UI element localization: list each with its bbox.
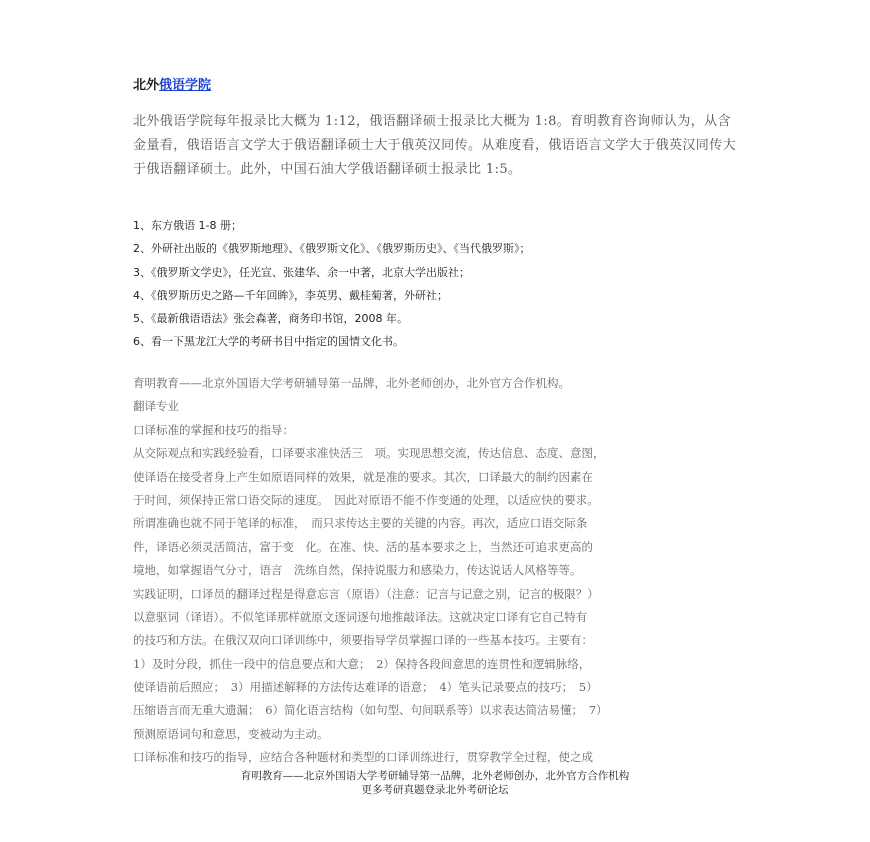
reading-list <box>133 214 743 354</box>
body-line: 口译标准和技巧的指导，应结合各种题材和类型的口译训练进行，贯穿教学全过程，使之成 <box>133 750 593 765</box>
list-item: 6、看一下黑龙江大学的考研书目中指定的国情文化书。 <box>133 335 404 349</box>
body-line: 件，译语必须灵活简洁，富于变 化。在准、快、活的基本要求之上，当然还可追求更高的 <box>133 539 593 554</box>
list-item: 4、《俄罗斯历史之路—千年回眸》，李英男、戴桂菊著，外研社； <box>133 288 448 302</box>
body-line: 使译语在接受者身上产生如原语同样的效果，就是准的要求。其次，口译最大的制约因素在 <box>133 469 593 484</box>
body-line: 的技巧和方法。在俄汉双向口译训练中，须要指导学员掌握口译的一些基本技巧。主要有： <box>133 633 593 648</box>
body-line: 使译语前后照应； 3）用描述解释的方法传达难译的语意； 4）笔头记录要点的技巧； 5） <box>133 680 598 695</box>
body-line: 所谓准确也就不同于笔译的标准， 而只求传达主要的关键的内容。再次，适应口语交际条 <box>133 516 588 531</box>
body-line: 翻译专业 <box>133 399 179 414</box>
footer-line-1: 育明教育——北京外国语大学考研辅导第一品牌，北外老师创办，北外官方合作机构 <box>240 770 630 782</box>
body-line: 以意驱词（译语）。不似笔译那样就原文逐词逐句地推敲译法。这就决定口译有它自己特有 <box>133 609 588 624</box>
heading-prefix: 北外 <box>133 78 160 93</box>
list-item: 2、外研社出版的《俄罗斯地理》、《俄罗斯文化》、《俄罗斯历史》、《当代俄罗斯》； <box>133 242 531 256</box>
heading-link[interactable]: 俄语学院 <box>159 78 212 93</box>
body-line: 实践证明，口译员的翻译过程是得意忘言（原语）（注意：记言与记意之别，记言的极限？） <box>133 586 599 601</box>
body-line: 于时间，须保持正常口语交际的速度。 因此对原语不能不作变通的处理，以适应快的要求。 <box>133 492 599 507</box>
body-line: 1）及时分段，抓住一段中的信息要点和大意； 2）保持各段间意思的连贯性和逻辑脉络， <box>133 656 591 671</box>
list-item: 3、《俄罗斯文学史》，任光宣、张建华、余一中著，北京大学出版社； <box>133 265 470 279</box>
body-text <box>133 372 743 770</box>
body-line: 口译标准的掌握和技巧的指导： <box>133 422 294 437</box>
body-line: 育明教育——北京外国语大学考研辅导第一品牌，北外老师创办，北外官方合作机构。 <box>133 376 570 390</box>
list-item: 1、东方俄语 1-8 册； <box>133 219 242 232</box>
list-item: 5、《最新俄语语法》张会森著，商务印书馆，2008 年。 <box>133 312 408 326</box>
body-line: 从交际观点和实践经验看，口译要求准快活三 项。实现思想交流，传达信息、态度、意图， <box>133 446 605 461</box>
footer-line-2: 更多考研真题登录北外考研论坛 <box>361 784 509 796</box>
body-line: 境地，如掌握语气分寸，语言 洗练自然，保持说服力和感染力，传达说话人风格等等。 <box>133 563 582 578</box>
intro-paragraph: 北外俄语学院每年报录比大概为 1:12，俄语翻译硕士报录比大概为 1:8。育明教育咨询师认为，从含金量看，俄语语言文学大于俄语翻译硕士大于俄英汉同传。从难度看，俄语语言文学大于俄英汉同传大于俄语翻译硕士。此外，中国石油大学俄语翻译硕士报录比 1:5。 <box>133 114 737 177</box>
section-heading <box>133 74 211 93</box>
body-line: 预测原语词句和意思，变被动为主动。 <box>133 726 329 741</box>
body-line: 压缩语言而无重大遗漏； 6）简化语言结构（如句型、句间联系等）以求表达简洁易懂； 7） <box>133 703 608 718</box>
